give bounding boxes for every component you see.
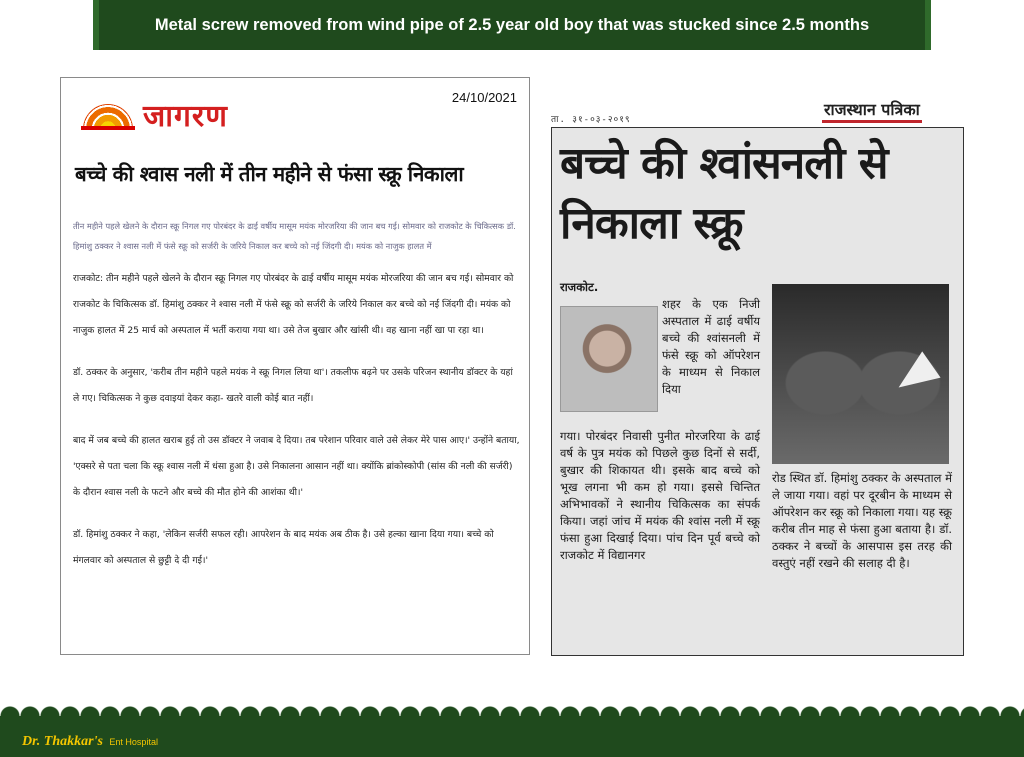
patrika-headline: बच्चे की श्वांसनली से निकाला स्क्रू	[560, 138, 888, 249]
patrika-clipping	[551, 127, 964, 656]
child-photo	[560, 306, 658, 412]
arrow-icon	[889, 351, 940, 400]
jagran-logo-text: जागरण	[143, 99, 228, 134]
patrika-date: ता. ३१-०३-२०१९	[551, 115, 631, 125]
patrika-column-text: गया। पोरबंदर निवासी पुनीत मोरजरिया के ढाई वर्ष के पुत्र मयंक को पिछले कुछ दिनों से सर्दी, बुखार की शिकायत थी। इसके बाद बच्चे को भूख लगना भी कम हो गया। इससे चिन्तित अभिभावकों ने स्थानीय चिकित्सक का संपर्क किया। जहां जांच में मयंक की श्वांस नली में स्क्रू फंसा हुआ दिखाई दिया। पांच दिन पूर्व बच्चे को राजकोट में विद्यानगर	[560, 429, 760, 562]
jagran-paragraph: बाद में जब बच्चे की हालत खराब हुई तो उस डॉक्टर ने जवाब दे दिया। तब परेशान परिवार वाले उसे लेकर मेरे पास आए।' उन्होंने बताया, 'एक्सरे से पता चला कि स्क्रू श्वास नली में धंसा हुआ है। उसे निकालना आसान नहीं था। क्योंकि ब्रांकोस्कोपी (सांस की नली की सर्जरी) के दौरान श्वास नली के फटने और बच्चे की मौत होने की आशंका थी।'	[73, 435, 520, 498]
jagran-article-body	[73, 266, 521, 590]
patrika-logo: राजस्थान पत्रिका	[822, 98, 922, 123]
jagran-date: 24/10/2021	[451, 90, 517, 105]
jagran-summary: तीन महीने पहले खेलने के दौरान स्क्रू निगल गए पोरबंदर के ढाई वर्षीय मासूम मयंक मोरजरिया की जान बच गई। सोमवार को राजकोट के चिकित्सक डॉ. हिमांशु ठक्कर ने श्वास नली में फंसे स्क्रू को सर्जरी के जरिये निकाल कर बच्चे को नई जिंदगी दी। मयंक को नाजुक हालत में	[73, 221, 516, 251]
footer-brand	[22, 734, 158, 750]
jagran-paragraph: राजकोट: तीन महीने पहले खेलने के दौरान स्क्रू निगल गए पोरबंदर के ढाई वर्षीय मासूम मयंक मोरजरिया की जान बच गई। सोमवार को राजकोट के चिकित्सक डॉ. हिमांशु ठक्कर ने श्वास नली में फंसे स्क्रू को सर्जरी के जरिये निकाल कर बच्चे को नई जिंदगी दी। मयंक को नाजुक हालत में 25 मार्च को अस्पताल में भर्ती कराया गया था। उसे तेज बुखार और खांसी थी। वह खाना नहीं खा पा रहा था।	[73, 273, 514, 336]
patrika-column-text: रोड स्थित डॉ. हिमांशु ठक्कर के अस्पताल में ले जाया गया। वहां पर दूरबीन के माध्यम से ऑपरेशन कर स्क्रू को निकाला गया। यह स्क्रू करीब तीन माह से फंसा हुआ बताया है। डॉ. ठक्कर ने बच्चों के आसपास इस तरह की वस्तुएं नहीं रखने की सलाह दी है।	[772, 471, 952, 570]
jagran-paragraph: डॉ. हिमांशु ठक्कर ने कहा, 'लेकिन सर्जरी सफल रही। आपरेशन के बाद मयंक अब ठीक है। उसे हल्का खाना दिया गया। बच्चे को मंगलवार को अस्पताल से छुट्टी दे दी गई।'	[73, 529, 494, 566]
jagran-headline: बच्चे की श्वास नली में तीन महीने से फंसा स्क्रू निकाला	[75, 162, 464, 186]
title-banner	[99, 0, 925, 50]
patrika-dateline: राजकोट.	[560, 280, 599, 294]
sun-logo-icon	[81, 100, 135, 130]
jagran-logo	[81, 94, 228, 135]
jagran-paragraph: डॉ. ठक्कर के अनुसार, 'करीब तीन महीने पहले मयंक ने स्क्रू निगल लिया था'। तकलीफ बढ़ने पर उसके परिजन स्थानीय डॉक्टर के यहां ले गए। चिकित्सक ने कुछ दवाइयां देकर कहा- खतरे वाली कोई बात नहीं।	[73, 367, 513, 404]
xray-image	[772, 284, 949, 464]
footer-brand-sub: Ent Hospital	[109, 737, 158, 747]
patrika-column-text: शहर के एक निजी अस्पताल में ढाई वर्षीय बच्चे की श्वांसनली में फंसे स्क्रू को ऑपरेशन के माध्यम से निकाल दिया	[662, 297, 760, 396]
jagran-clipping	[60, 77, 530, 655]
footer-brand-name: Dr. Thakkar's	[22, 734, 103, 749]
banner-title: Metal screw removed from wind pipe of 2.5 year old boy that was stucked since 2.5 months	[154, 15, 870, 34]
